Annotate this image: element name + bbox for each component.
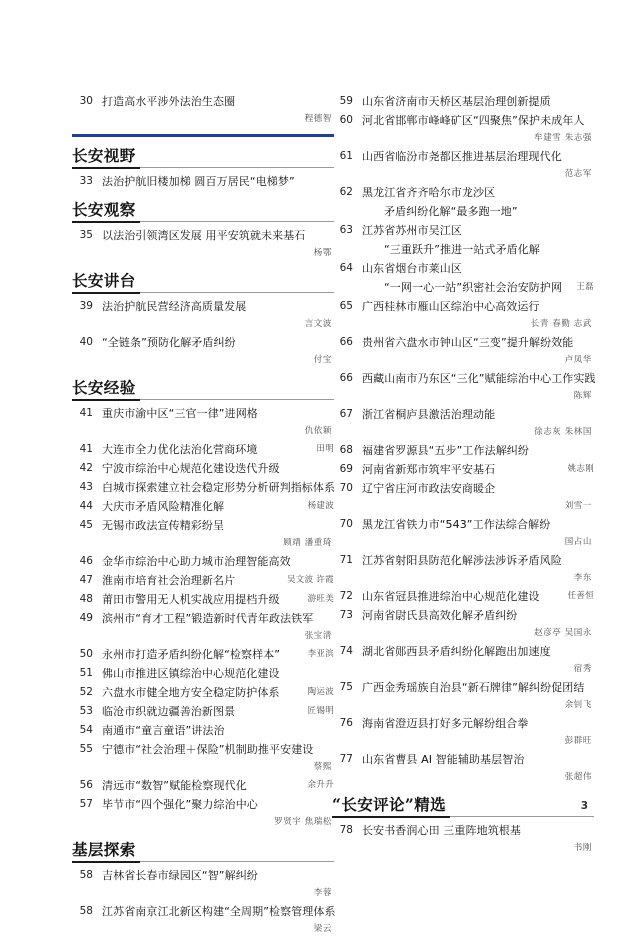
toc-entry-title: 江苏省南京江北新区构建“全周期”检察管理体系 <box>102 905 336 918</box>
toc-entry[interactable] <box>332 405 594 424</box>
entry-author: 刘雪一 <box>564 501 592 511</box>
toc-entry-page-number: 58 <box>79 905 93 917</box>
toc-entry[interactable] <box>332 460 594 479</box>
toc-entry-page-number: 55 <box>79 743 93 755</box>
toc-entry-inline-author: 任善恒 <box>567 591 594 601</box>
toc-entry[interactable] <box>332 333 594 352</box>
toc-entry[interactable] <box>332 92 594 111</box>
toc-entry-page-number: 33 <box>79 175 93 187</box>
section-heading <box>72 840 334 864</box>
toc-entry-page-number: 59 <box>339 95 353 107</box>
toc-entry[interactable] <box>72 776 334 795</box>
toc-entry-title: 重庆市渝中区“三官一律”进网格 <box>102 407 258 420</box>
entry-author: 范志军 <box>564 169 592 179</box>
toc-entry-title: 广西桂林市雁山区综治中心高效运行 <box>362 300 540 313</box>
toc-entry[interactable] <box>332 551 594 570</box>
toc-entry[interactable] <box>72 440 334 459</box>
entry-author: 付宝 <box>313 355 332 365</box>
toc-entry-title: 江苏省苏州市吴江区 <box>362 224 462 237</box>
toc-entry-title: 南通市“童言童语”讲法治 <box>102 724 225 737</box>
toc-entry[interactable] <box>72 516 334 535</box>
toc-entry[interactable] <box>332 183 594 202</box>
toc-entry-title: 大庆市矛盾风险精准化解 <box>102 500 225 513</box>
section-heading <box>72 146 334 170</box>
toc-entry-page-number: 40 <box>79 336 93 348</box>
toc-entry-page-number: 54 <box>79 724 93 736</box>
toc-entry[interactable] <box>332 515 594 534</box>
toc-entry-inline-author: 陶运波 <box>307 687 334 697</box>
entry-author: 程德智 <box>304 114 332 124</box>
toc-entry[interactable] <box>332 240 594 259</box>
toc-entry-title: 广西金秀瑶族自治县“新石牌律”解纠纷促团结 <box>362 681 585 694</box>
toc-entry-title: “三重跃升”推进一站式矛盾化解 <box>384 243 540 256</box>
toc-entry[interactable] <box>72 683 334 702</box>
entry-author: 赵彦亭 吴国永 <box>534 628 592 638</box>
toc-entry-page-number: 74 <box>339 645 353 657</box>
toc-entry[interactable] <box>332 221 594 240</box>
toc-entry-title: 以法治引领湾区发展 用平安筑就未来基石 <box>102 229 306 242</box>
toc-entry-page-number: 73 <box>339 609 353 621</box>
entry-author: 蔡熙 <box>313 762 332 772</box>
toc-entry-title: 辽宁省庄河市政法安商暖企 <box>362 482 496 495</box>
toc-entry-page-number: 60 <box>339 114 353 126</box>
toc-entry-inline-author: 杨建波 <box>307 501 334 511</box>
toc-entry[interactable] <box>332 642 594 661</box>
entry-author: 陈辉 <box>573 391 592 401</box>
entry-author: 彭群旺 <box>564 736 592 746</box>
toc-entry[interactable] <box>332 714 594 733</box>
toc-entry-title: 清远市“数智”赋能检察现代化 <box>102 779 247 792</box>
toc-entry-page-number: 49 <box>79 612 93 624</box>
toc-entry-page-number: 63 <box>339 224 353 236</box>
toc-entry-title: 滨州市“育才工程”锻造新时代青年政法铁军 <box>102 612 314 625</box>
entry-author: 长青 春勤 志武 <box>530 319 592 329</box>
toc-entry-page-number: 30 <box>79 95 93 107</box>
toc-entry-page-number: 75 <box>339 681 353 693</box>
toc-entry-page-number: 41 <box>79 407 93 419</box>
toc-entry-page-number: 53 <box>79 705 93 717</box>
toc-entry-title: 大连市全力优化法治化营商环境 <box>102 443 258 456</box>
toc-entry-title: 无锡市政法宣传精彩纷呈 <box>102 519 225 532</box>
toc-entry-page-number: 69 <box>339 463 353 475</box>
toc-entry-title: 宁德市“社会治理＋保险”机制助推平安建设 <box>102 743 314 756</box>
section-heading-label: 长安观察 <box>72 200 136 219</box>
toc-entry-title: 法治护航旧楼加梯 圆百万居民“电梯梦” <box>102 175 295 188</box>
page-number: 3 <box>580 800 588 812</box>
toc-entry-title: 河北省邯郸市峰峰矿区“四聚焦”保护未成年人 <box>362 114 585 127</box>
toc-entry-page-number: 77 <box>339 753 353 765</box>
toc-right-column <box>332 92 594 857</box>
toc-entry-page-number: 58 <box>79 869 93 881</box>
toc-entry-title: 六盘水市健全地方安全稳定防护体系 <box>102 686 280 699</box>
toc-entry-title: “全链条”预防化解矛盾纠纷 <box>102 336 236 349</box>
toc-entry[interactable] <box>72 609 334 628</box>
toc-entry-title: 黑龙江省铁力市“543”工作法综合解纷 <box>362 518 551 531</box>
section-heading-label: 长安经验 <box>72 378 136 397</box>
toc-entry-page-number: 51 <box>79 667 93 679</box>
toc-entry-page-number: 47 <box>79 574 93 586</box>
toc-entry-title: 临沧市织就边疆善治新图景 <box>102 705 236 718</box>
toc-entry[interactable] <box>332 202 594 221</box>
toc-entry-title: 白城市探索建立社会稳定形势分析研判指标体系 <box>102 481 336 494</box>
section-rule-thick <box>72 399 140 401</box>
toc-entry[interactable] <box>332 441 594 460</box>
toc-entry-page-number: 71 <box>339 554 353 566</box>
toc-entry[interactable] <box>72 664 334 683</box>
toc-entry-title: 永州市打造矛盾纠纷化解“检察样本” <box>102 648 281 661</box>
toc-entry-page-number: 78 <box>339 824 353 836</box>
toc-entry[interactable] <box>72 645 334 664</box>
section-rule-thick <box>332 816 450 818</box>
toc-entry-title: 长安书香润心田 三重阵地筑根基 <box>362 824 521 837</box>
toc-entry-title: 山东省烟台市莱山区 <box>362 262 462 275</box>
section-rule-thick <box>72 221 140 223</box>
toc-entry-title: 河南省尉氏县高效化解矛盾纠纷 <box>362 609 518 622</box>
toc-entry-page-number: 46 <box>79 555 93 567</box>
entry-author: 书刚 <box>573 843 592 853</box>
toc-entry-title: 打造高水平涉外法治生态圈 <box>102 95 236 108</box>
toc-entry-title: 浙江省桐庐县激活治理动能 <box>362 408 496 421</box>
toc-entry-title: 淮南市培育社会治理新名片 <box>102 574 236 587</box>
entry-author: 宿秀 <box>573 664 592 674</box>
toc-entry-page-number: 56 <box>79 779 93 791</box>
toc-entry-inline-author: 王磊 <box>576 282 594 292</box>
entry-author: 李东 <box>573 573 592 583</box>
toc-entry-page-number: 41 <box>79 443 93 455</box>
section-rule-thick <box>72 861 140 863</box>
toc-entry-title: 山西省临汾市尧都区推进基层治理现代化 <box>362 150 562 163</box>
entry-author: 余钊飞 <box>564 700 592 710</box>
toc-entry-title: 黑龙江省齐齐哈尔市龙沙区 <box>362 186 496 199</box>
toc-entry-page-number: 57 <box>79 798 93 810</box>
toc-entry[interactable] <box>332 259 594 278</box>
section-heading <box>72 271 334 295</box>
toc-entry-page-number: 43 <box>79 481 93 493</box>
toc-entry-inline-author: 余升升 <box>307 780 334 790</box>
toc-entry-page-number: 66 <box>339 372 353 384</box>
toc-entry-title: 法治护航民营经济高质量发展 <box>102 300 247 313</box>
toc-entry[interactable] <box>72 721 334 740</box>
entry-author: 仇依颖 <box>304 426 332 436</box>
toc-entry-title: 山东省济南市天桥区基层治理创新提质 <box>362 95 551 108</box>
entry-author: 张超伟 <box>564 772 592 782</box>
section-heading-label: “长安评论”精选 <box>332 795 447 814</box>
toc-entry-title: 福建省罗源县“五步”工作法解纠纷 <box>362 444 529 457</box>
toc-entry-title: 毕节市“四个强化”聚力综治中心 <box>102 798 258 811</box>
toc-entry-page-number: 50 <box>79 648 93 660</box>
toc-entry[interactable] <box>72 902 334 921</box>
toc-entry[interactable] <box>72 404 334 423</box>
toc-entry-page-number: 44 <box>79 500 93 512</box>
toc-entry-title: 金华市综治中心助力城市治理智能高效 <box>102 555 291 568</box>
section-heading <box>332 795 594 819</box>
toc-entry[interactable] <box>72 333 334 352</box>
toc-entry[interactable] <box>72 571 334 590</box>
entry-author: 卢凤华 <box>564 355 592 365</box>
toc-entry-title: 江苏省射阳县防范化解涉法涉诉矛盾风险 <box>362 554 562 567</box>
toc-entry[interactable] <box>72 459 334 478</box>
toc-entry-page-number: 45 <box>79 519 93 531</box>
toc-entry[interactable] <box>72 172 334 191</box>
toc-entry[interactable] <box>332 821 594 840</box>
toc-entry-title: 山东省曹县 AI 智能辅助基层智治 <box>362 753 525 766</box>
toc-entry-title: 山东省冠县推进综治中心规范化建设 <box>362 590 540 603</box>
toc-entry[interactable] <box>72 590 334 609</box>
toc-entry-page-number: 39 <box>79 300 93 312</box>
toc-entry[interactable] <box>72 497 334 516</box>
toc-entry-inline-author: 姚志刚 <box>567 464 594 474</box>
toc-entry-page-number: 70 <box>339 518 353 530</box>
toc-entry-page-number: 72 <box>339 590 353 602</box>
toc-entry[interactable] <box>332 587 594 606</box>
toc-entry-title: “一网一心一站”织密社会治安防护网 <box>384 281 563 294</box>
toc-entry-page-number: 61 <box>339 150 353 162</box>
section-heading-label: 长安讲台 <box>72 271 136 290</box>
toc-entry-title: 贵州省六盘水市钟山区“三变”提升解纷效能 <box>362 336 574 349</box>
toc-entry-title: 海南省澄迈县打好多元解纷组合拳 <box>362 717 529 730</box>
entry-author: 徐志灰 朱林国 <box>534 427 592 437</box>
entry-author: 杨鄂 <box>313 248 332 258</box>
toc-entry[interactable] <box>332 111 594 130</box>
section-heading <box>72 378 334 402</box>
toc-entry-inline-author: 匠锡明 <box>307 706 334 716</box>
entry-author: 李蓉 <box>313 888 332 898</box>
toc-entry-title: 河南省新郑市筑牢平安基石 <box>362 463 496 476</box>
toc-entry-page-number: 66 <box>339 336 353 348</box>
entry-author: 梁云 <box>313 924 332 934</box>
toc-entry-page-number: 42 <box>79 462 93 474</box>
accent-rule <box>72 134 334 137</box>
toc-entry[interactable] <box>72 478 334 497</box>
toc-entry[interactable] <box>72 740 334 759</box>
toc-entry-title: 宁波市综治中心规范化建设迭代升级 <box>102 462 280 475</box>
toc-entry[interactable] <box>72 702 334 721</box>
toc-entry[interactable] <box>332 278 594 297</box>
toc-left-column <box>72 92 334 938</box>
toc-entry[interactable] <box>72 795 334 814</box>
toc-entry-page-number: 35 <box>79 229 93 241</box>
toc-entry[interactable] <box>72 92 334 111</box>
toc-entry-title: 西藏山南市乃东区“三化”赋能综治中心工作实践 <box>362 372 596 385</box>
entry-author: 顾靖 潘重琦 <box>283 538 332 548</box>
toc-entry-page-number: 76 <box>339 717 353 729</box>
toc-entry-title: 湖北省郧西县矛盾纠纷化解跑出加速度 <box>362 645 551 658</box>
section-rule-thick <box>72 167 140 169</box>
toc-entry[interactable] <box>332 479 594 498</box>
toc-entry-title: 矛盾纠纷化解“最多跑一地” <box>384 205 518 218</box>
toc-entry[interactable] <box>332 297 594 316</box>
toc-entry-page-number: 65 <box>339 300 353 312</box>
toc-entry[interactable] <box>332 678 594 697</box>
toc-entry-title: 吉林省长春市绿园区“智”解纠纷 <box>102 869 258 882</box>
entry-author: 张宝清 <box>304 631 332 641</box>
toc-entry-page-number: 48 <box>79 593 93 605</box>
toc-entry[interactable] <box>72 226 334 245</box>
toc-entry[interactable] <box>332 369 594 388</box>
toc-entry-title: 莆田市警用无人机实战应用提档升级 <box>102 593 280 606</box>
toc-entry-page-number: 52 <box>79 686 93 698</box>
toc-entry-page-number: 67 <box>339 408 353 420</box>
toc-entry[interactable] <box>72 297 334 316</box>
toc-entry-page-number: 68 <box>339 444 353 456</box>
section-heading-label: 长安视野 <box>72 146 136 165</box>
toc-entry-page-number: 64 <box>339 262 353 274</box>
section-heading <box>72 200 334 224</box>
toc-entry-page-number: 70 <box>339 482 353 494</box>
toc-entry[interactable] <box>332 750 594 769</box>
toc-entry[interactable] <box>332 147 594 166</box>
toc-entry[interactable] <box>72 552 334 571</box>
toc-entry-inline-author: 游旺美 <box>307 594 334 604</box>
toc-entry-page-number: 62 <box>339 186 353 198</box>
toc-entry-inline-author: 田明 <box>316 444 334 454</box>
section-heading-label: 基层探索 <box>72 840 136 859</box>
toc-entry-inline-author: 李亚滨 <box>307 649 334 659</box>
entry-author: 言文波 <box>304 319 332 329</box>
toc-entry-title: 佛山市推进区镇综治中心规范化建设 <box>102 667 280 680</box>
entry-author: 国占山 <box>564 537 592 547</box>
toc-entry-inline-author: 吴文波 许霞 <box>286 575 334 585</box>
entry-author: 牟建雪 朱志强 <box>534 133 592 143</box>
section-rule-thick <box>72 292 140 294</box>
toc-entry[interactable] <box>332 606 594 625</box>
toc-entry[interactable] <box>72 866 334 885</box>
entry-author: 罗贤宇 焦瑞松 <box>274 817 332 827</box>
